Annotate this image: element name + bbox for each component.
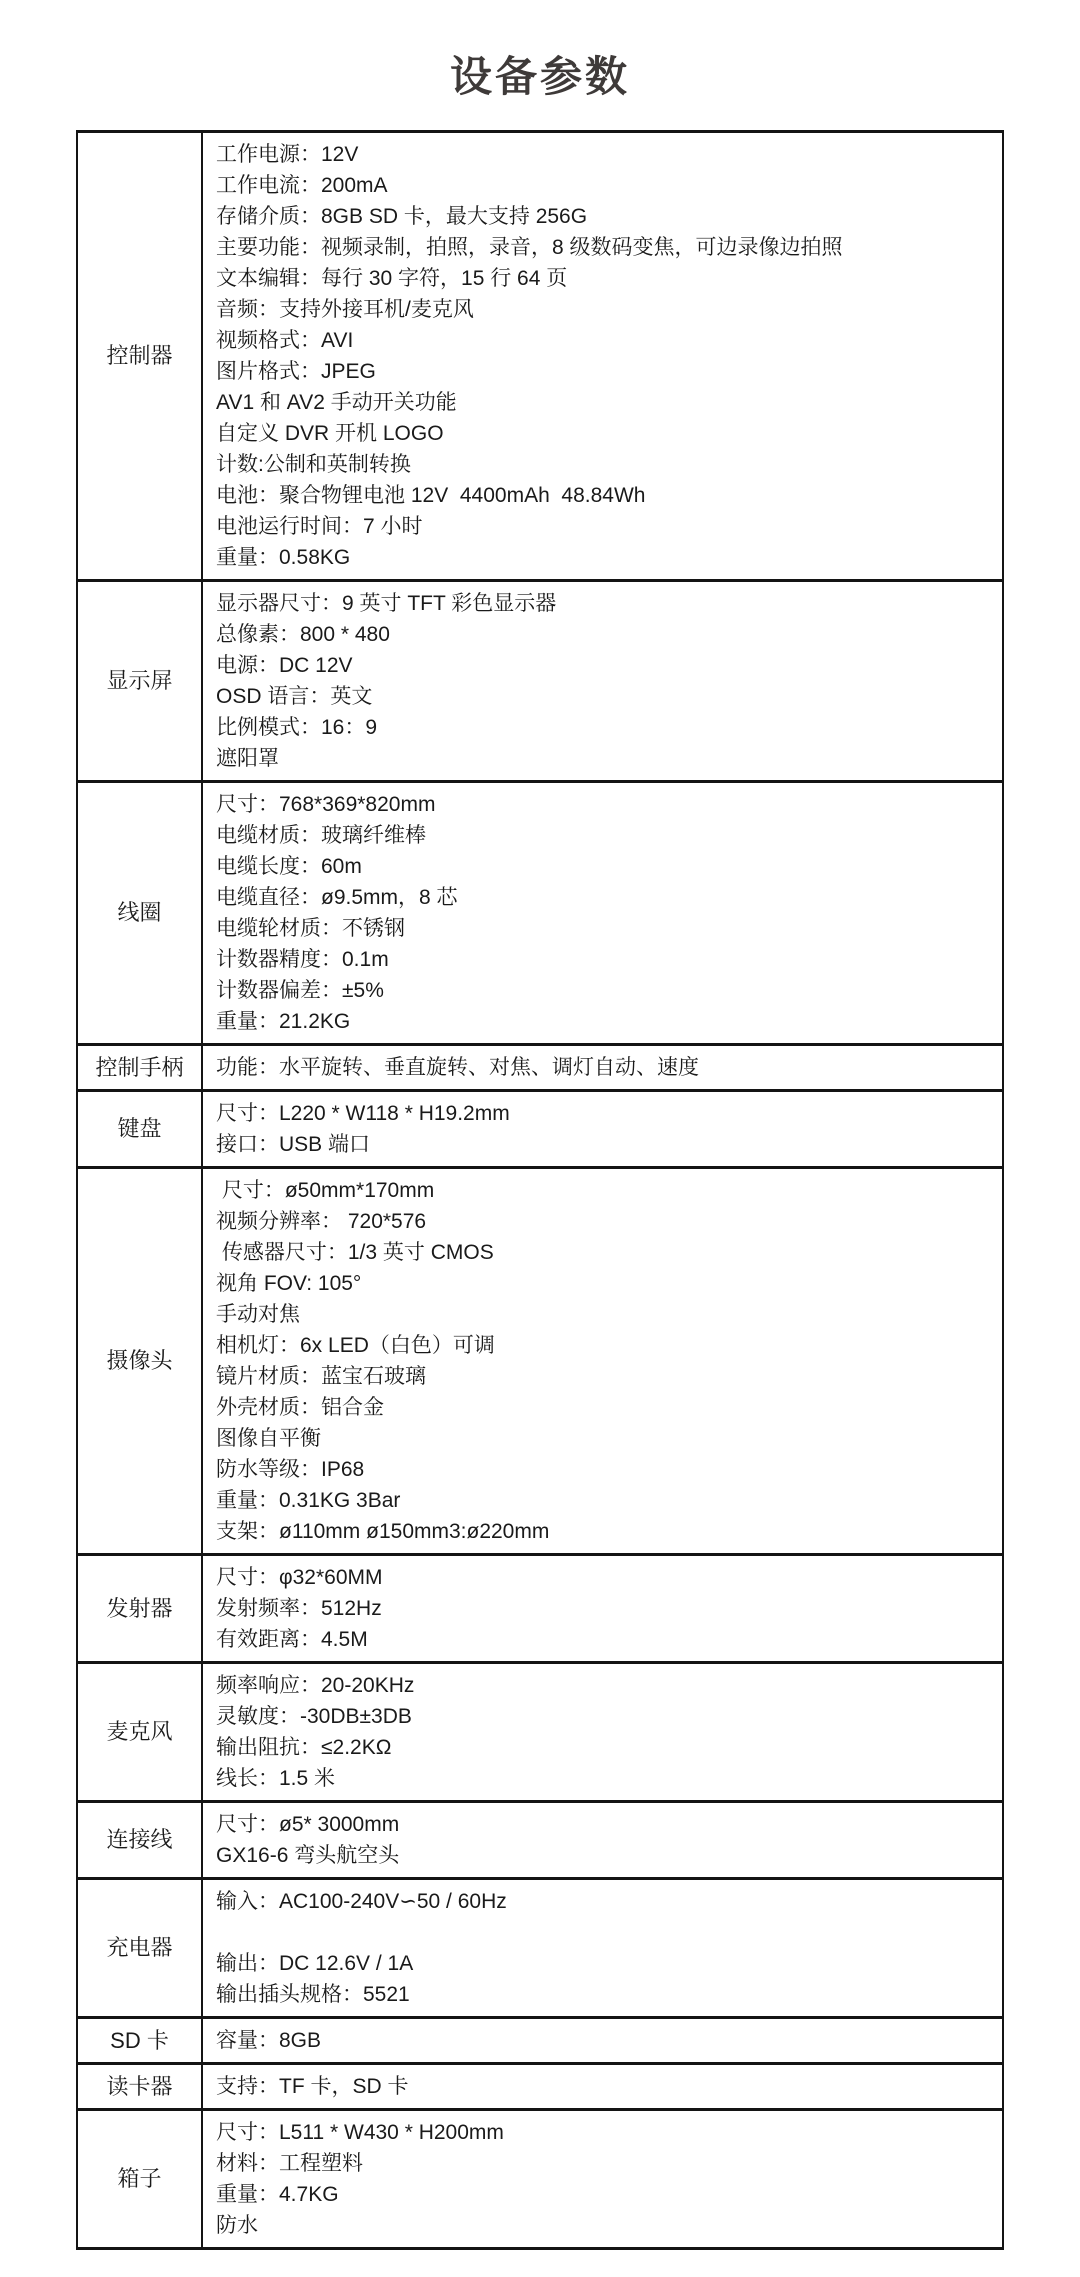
spec-line: 尺寸：ø5* 3000mm [216,1813,400,1836]
spec-line [216,1917,992,1948]
spec-line: 主要功能：视频录制，拍照，录音，8 级数码变焦，可边录像边拍照 [216,236,843,259]
spec-line: 图片格式：JPEG [216,360,376,383]
spec-line: 重量：0.31KG 3Bar [216,1489,401,1512]
spec-line: 重量：21.2KG [216,1010,351,1033]
spec-line: 频率响应：20-20KHz [216,1674,415,1697]
spec-line: 重量：4.7KG [216,2183,339,2206]
spec-line: 发射频率：512Hz [216,1597,382,1620]
spec-content-cell [203,2065,1002,2108]
spec-category-label: 控制器 [78,133,203,579]
spec-category-label: 线圈 [78,783,203,1043]
spec-line: 线长：1.5 米 [216,1767,336,1790]
spec-category-label: 键盘 [78,1092,203,1166]
spec-line: 材料：工程塑料 [216,2152,363,2175]
spec-line: 输出阻抗：≤2.2KΩ [216,1736,392,1759]
spec-table [76,130,1004,2250]
spec-category-label: 麦克风 [78,1664,203,1800]
spec-row [78,1169,1002,1556]
spec-line: 计数:公制和英制转换 [216,453,411,476]
spec-line: 工作电源：12V [216,143,359,166]
spec-line: 支架：ø110mm ø150mm3:ø220mm [216,1520,550,1543]
spec-category-label: 充电器 [78,1880,203,2016]
spec-line: 电源：DC 12V [216,654,353,677]
spec-category-label: 显示屏 [78,582,203,780]
spec-line: 总像素：800 * 480 [216,623,390,646]
spec-row [78,1880,1002,2019]
spec-line: 显示器尺寸：9 英寸 TFT 彩色显示器 [216,592,557,615]
spec-line: 手动对焦 [216,1303,300,1326]
spec-content-cell [203,133,1002,579]
spec-category-label: 箱子 [78,2111,203,2247]
spec-line: 图像自平衡 [216,1427,321,1450]
spec-line: 容量：8GB [216,2029,322,2052]
spec-line: 电缆轮材质：不锈钢 [216,917,405,940]
spec-line: 传感器尺寸：1/3 英寸 CMOS [216,1241,494,1264]
spec-line: 视频格式：AVI [216,329,354,352]
spec-line: 电池：聚合物锂电池 12V 4400mAh 48.84Wh [216,484,646,507]
spec-row [78,2065,1002,2111]
spec-content-cell [203,1664,1002,1800]
spec-line: 尺寸：φ32*60MM [216,1566,383,1589]
spec-row [78,1556,1002,1664]
spec-line: 功能：水平旋转、垂直旋转、对焦、调灯自动、速度 [216,1056,699,1079]
spec-line: 防水 [216,2214,258,2237]
spec-line: 视角 FOV: 105° [216,1272,362,1295]
spec-row [78,1046,1002,1092]
spec-line: 相机灯：6x LED（白色）可调 [216,1334,495,1357]
spec-line: 尺寸：L511 * W430 * H200mm [216,2121,504,2144]
spec-line: 计数器偏差：±5% [216,979,384,1002]
spec-row [78,2019,1002,2065]
spec-line: 尺寸：ø50mm*170mm [216,1179,435,1202]
spec-line: AV1 和 AV2 手动开关功能 [216,391,457,414]
spec-line: 电池运行时间：7 小时 [216,515,423,538]
spec-category-label: 控制手柄 [78,1046,203,1089]
spec-line: 电缆直径：ø9.5mm，8 芯 [216,886,458,909]
spec-line: 输入：AC100-240V∽50 / 60Hz [216,1890,507,1913]
spec-row [78,1803,1002,1880]
spec-row [78,1664,1002,1803]
spec-category-label: 读卡器 [78,2065,203,2108]
spec-content-cell [203,1092,1002,1166]
spec-line: 工作电流：200mA [216,174,388,197]
spec-line: 存储介质：8GB SD 卡，最大支持 256G [216,205,588,228]
spec-line: 比例模式：16：9 [216,716,378,739]
spec-line: 输出：DC 12.6V / 1A [216,1952,414,1975]
spec-row [78,133,1002,582]
spec-line: 自定义 DVR 开机 LOGO [216,422,444,445]
spec-line: 输出插头规格：5521 [216,1983,410,2006]
spec-content-cell [203,2019,1002,2062]
spec-line: 防水等级：IP68 [216,1458,365,1481]
spec-line: 音频：支持外接耳机/麦克风 [216,298,474,321]
spec-row [78,582,1002,783]
spec-line: 重量：0.58KG [216,546,351,569]
spec-line: 计数器精度：0.1m [216,948,389,971]
spec-line: OSD 语言：英文 [216,685,373,708]
spec-line: GX16-6 弯头航空头 [216,1844,400,1867]
spec-line: 镜片材质：蓝宝石玻璃 [216,1365,426,1388]
spec-row [78,1092,1002,1169]
spec-line: 灵敏度：-30DB±3DB [216,1705,412,1728]
spec-content-cell [203,1046,1002,1089]
spec-content-cell [203,783,1002,1043]
spec-row [78,783,1002,1046]
spec-line: 视频分辨率： 720*576 [216,1210,427,1233]
spec-content-cell [203,582,1002,780]
spec-content-cell [203,2111,1002,2247]
page-title: 设备参数 [449,53,630,100]
spec-line: 外壳材质：铝合金 [216,1396,384,1419]
spec-content-cell [203,1169,1002,1553]
spec-content-cell [203,1880,1002,2016]
spec-line: 尺寸：768*369*820mm [216,793,436,816]
spec-line: 电缆长度：60m [216,855,362,878]
spec-line: 接口：USB 端口 [216,1133,371,1156]
spec-line: 电缆材质：玻璃纤维棒 [216,824,426,847]
spec-content-cell [203,1803,1002,1877]
spec-category-label: SD 卡 [78,2019,203,2062]
spec-line: 遮阳罩 [216,747,279,770]
spec-line: 支持：TF 卡，SD 卡 [216,2075,409,2098]
spec-line: 尺寸：L220 * W118 * H19.2mm [216,1102,510,1125]
spec-category-label: 摄像头 [78,1169,203,1553]
spec-line: 文本编辑：每行 30 字符，15 行 64 页 [216,267,568,290]
spec-line: 有效距离：4.5M [216,1628,368,1651]
spec-category-label: 连接线 [78,1803,203,1877]
spec-content-cell [203,1556,1002,1661]
spec-row [78,2111,1002,2247]
spec-category-label: 发射器 [78,1556,203,1661]
